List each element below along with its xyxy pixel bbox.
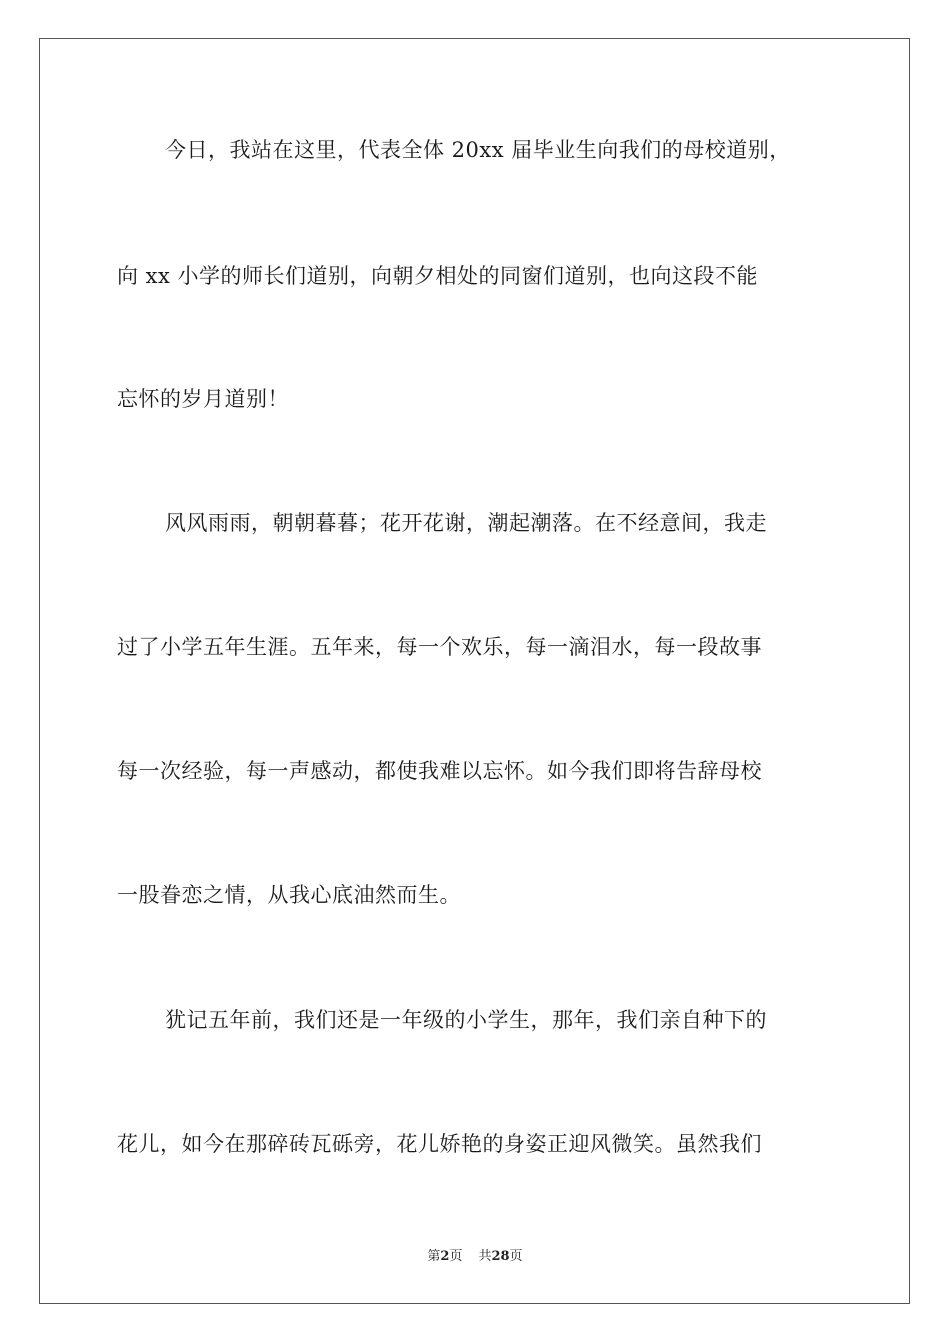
text-line: 犹记五年前，我们还是一年级的小学生，那年，我们亲自种下的	[165, 1008, 767, 1032]
page-number: 2	[440, 1249, 450, 1264]
total-pages: 28	[491, 1249, 510, 1264]
page-footer	[0, 1248, 950, 1266]
total-prefix: 共	[478, 1249, 492, 1264]
text-line: 一股眷恋之情，从我心底油然而生。	[117, 883, 461, 907]
text-line: 每一次经验，每一声感动，都使我难以忘怀。如今我们即将告辞母校	[117, 759, 762, 783]
page-suffix: 页	[449, 1249, 463, 1264]
page-border	[39, 38, 910, 1304]
text-line: 过了小学五年生涯。五年来，每一个欢乐，每一滴泪水，每一段故事	[117, 635, 762, 659]
text-line: 忘怀的岁月道别！	[117, 387, 289, 411]
text-line: 向 xx 小学的师长们道别，向朝夕相处的同窗们道别，也向这段不能	[117, 264, 759, 288]
text-line: 风风雨雨，朝朝暮暮；花开花谢，潮起潮落。在不经意间，我走	[165, 511, 767, 535]
page-prefix: 第	[427, 1249, 441, 1264]
total-suffix: 页	[509, 1249, 523, 1264]
text-line: 花儿，如今在那碎砖瓦砾旁，花儿娇艳的身姿正迎风微笑。虽然我们	[117, 1132, 762, 1156]
text-line: 今日，我站在这里，代表全体 20xx 届毕业生向我们的母校道别，	[165, 138, 791, 162]
